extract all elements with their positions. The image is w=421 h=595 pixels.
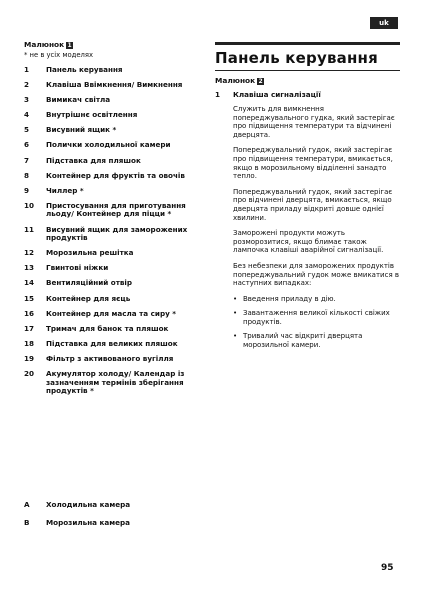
item-number: 3 [24, 95, 30, 105]
item-label: Панель керування [46, 65, 123, 74]
item-label: Вимикач світла [46, 95, 111, 105]
bullet-text: Завантаження великої кількості свіжих продуктів. [243, 309, 390, 326]
list-item [24, 355, 209, 364]
bullet-icon: • [233, 294, 238, 303]
control-panel-column [215, 42, 400, 356]
item-label: Морозильна решітка [46, 248, 134, 258]
list-item [24, 187, 209, 196]
footnote: * не в усіх моделях [24, 51, 93, 59]
item-label: Акумулятор холоду/ Календар із зазначенням термінів зберігання продуктів * [46, 368, 185, 396]
paragraph: Служить для вимкнення попереджувального гудка, який застерігає про підвищення температури та відчинені дверцята. [233, 105, 395, 139]
item-number: 15 [24, 293, 35, 303]
language-badge: uk [370, 17, 398, 29]
parts-column [24, 40, 209, 402]
bullet-icon: • [233, 309, 238, 318]
page-number: 95 [381, 563, 394, 573]
item-label: Полички холодильної камери [46, 140, 171, 150]
item-label: Чиллер * [46, 185, 84, 195]
item-label: Контейнер для масла та сиру * [46, 308, 177, 318]
item-number: 2 [24, 80, 30, 90]
zones-list [24, 500, 209, 536]
item-label: Внутрішнє освітлення [46, 110, 138, 120]
item-label: Гвинтові ніжки [46, 263, 109, 273]
item-label: Висувний ящик для заморожених продуктів [46, 224, 188, 243]
item-label: Контейнер для фруктів та овочів [46, 170, 185, 180]
item-number: 12 [24, 248, 35, 258]
list-item [24, 111, 209, 120]
zone-label: Холодильна камера [46, 500, 131, 509]
figure-label: Малюнок [215, 76, 256, 85]
bullet-item [233, 332, 400, 349]
item-label: Підставка для пляшок [46, 155, 141, 165]
section-divider [215, 70, 400, 71]
item-label: Висувний ящик * [46, 125, 117, 135]
description-paragraphs [233, 105, 400, 288]
list-item [24, 279, 209, 288]
list-item [24, 310, 209, 319]
section-header [215, 42, 400, 71]
item-number: 10 [24, 200, 35, 210]
parts-list [24, 66, 209, 396]
item-label: Тримач для банок та пляшок [46, 323, 169, 333]
item-number: 9 [24, 185, 30, 195]
item-label: Клавіша Ввімкнення/ Вимкнення [46, 80, 183, 90]
list-item [24, 226, 209, 243]
item-heading [215, 90, 400, 99]
item-number: 1 [215, 90, 221, 99]
item-number: 13 [24, 263, 35, 273]
figure-1-heading [24, 40, 209, 50]
item-label: Контейнер для яєць [46, 293, 131, 303]
zone-letter: A [24, 500, 30, 509]
item-number: 6 [24, 140, 30, 150]
paragraph: Попереджувальний гудок, який застерігає про відчинені дверцята, вмикається, якщо дверцята приладу відкриті довше однієї хвилини. [233, 187, 393, 222]
item-number: 18 [24, 338, 35, 348]
section-title: Панель керування [215, 49, 378, 67]
item-number: 1 [24, 65, 30, 74]
item-number: 11 [24, 224, 35, 234]
item-label: Підставка для великих пляшок [46, 338, 178, 348]
list-item [24, 96, 209, 105]
figure-number-badge: 1 [67, 41, 72, 49]
item-label: Пристосування для приготування льоду/ Контейнер для піцци * [46, 200, 186, 219]
item-number: 5 [24, 125, 30, 135]
zone-label: Морозильна камера [46, 518, 130, 527]
item-number: 19 [24, 353, 35, 363]
item-number: 4 [24, 110, 30, 120]
item-number: 16 [24, 308, 35, 318]
list-item [24, 340, 209, 349]
item-number: 17 [24, 323, 35, 333]
bullet-text: Тривалий час відкриті дверцята морозильної камери. [243, 332, 363, 350]
list-item [24, 81, 209, 90]
figure-2-heading [215, 76, 400, 86]
list-item [24, 126, 209, 135]
item-label: Вентиляційний отвір [46, 278, 133, 288]
zone-item [24, 500, 209, 509]
zone-item [24, 518, 209, 527]
zone-letter: B [24, 518, 30, 527]
bullet-icon: • [233, 332, 238, 341]
list-item [24, 295, 209, 304]
paragraph: Попереджувальний гудок, який застерігає про підвищення температури, вмикається, якщо в морозильному відділенні занадто тепло. [233, 146, 393, 181]
list-item [24, 202, 209, 219]
bullet-text: Введення приладу в дію. [243, 294, 336, 303]
item-number: 20 [24, 368, 35, 378]
list-item [24, 157, 209, 166]
list-item [24, 264, 209, 273]
bullet-item [233, 295, 400, 304]
list-item [24, 66, 209, 75]
list-item [24, 325, 209, 334]
list-item [24, 249, 209, 258]
paragraph: Без небезпеки для заморожених продуктів попереджувальний гудок може вмикатися в наступних випадках: [233, 261, 400, 288]
list-item [24, 141, 209, 150]
paragraph: Заморожені продукти можуть розморозитися, якщо блимає також лампочка клавіші аварійної сигналізації. [233, 229, 384, 255]
figure-number-badge: 2 [258, 77, 263, 85]
item-number: 7 [24, 155, 30, 165]
bullet-list [233, 295, 400, 350]
bullet-item [233, 309, 400, 326]
list-item [24, 370, 209, 396]
item-number: 8 [24, 170, 30, 180]
figure-label: Малюнок [24, 40, 65, 49]
list-item [24, 172, 209, 181]
item-number: 14 [24, 278, 35, 288]
item-label: Фільтр з активованого вугілля [46, 353, 174, 363]
item-title: Клавіша сигналізації [233, 90, 321, 99]
